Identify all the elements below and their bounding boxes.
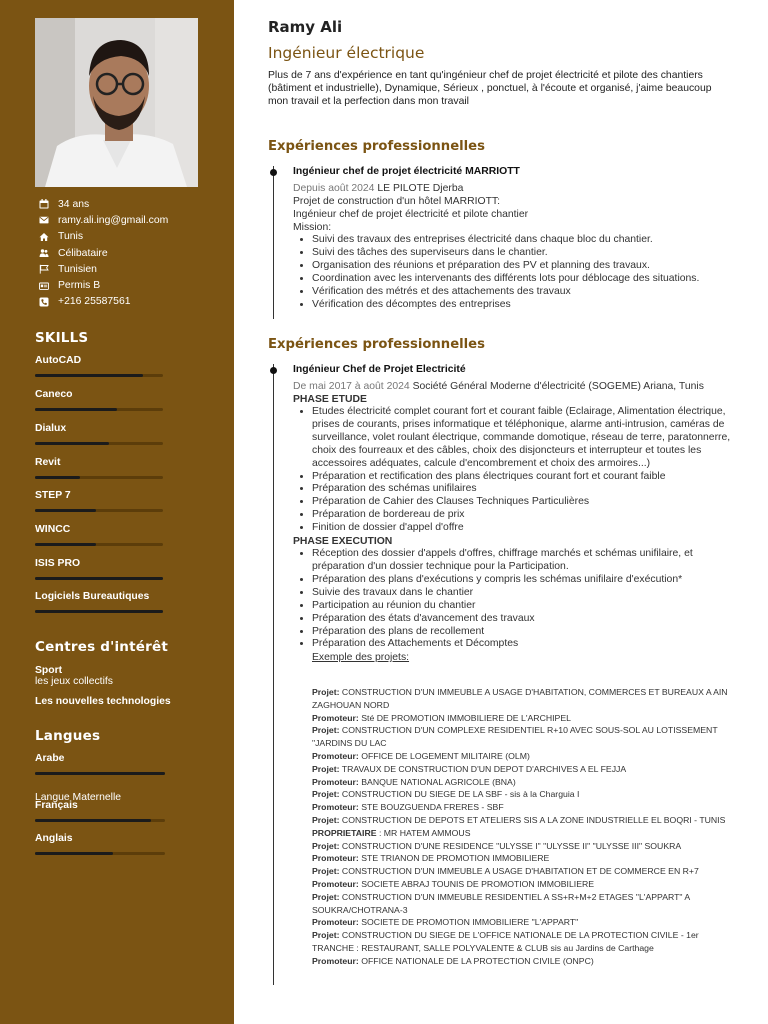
contact-license [39, 277, 168, 293]
skill-bar-fill [35, 543, 96, 546]
experience-line: Ingénieur chef de projet électricité et pilote chantier [293, 209, 529, 220]
project-row: Promoteur: Sté DE PROMOTION IMMOBILIERE DE L'ARCHIPEL [312, 712, 571, 723]
contact-age-text: 34 ans [58, 198, 90, 210]
list-item: • Suivi des tâches des superviseurs dans le chantier. [312, 247, 738, 260]
list-item: • Suivi des travaux des entreprises électricité dans chaque bloc du chantier. [312, 234, 738, 247]
home-icon [39, 232, 49, 242]
interest-title: Sport [35, 665, 63, 676]
list-item: • Suivie des travaux dans le chantier [312, 587, 738, 600]
skill-bar-fill [35, 374, 143, 377]
project-row: Promoteur: SOCIETE DE PROMOTION IMMOBILIERE "L'APPART" [312, 917, 579, 928]
experience-entry [293, 165, 738, 311]
project-row: Projet: CONSTRUCTION D'UN IMMEUBLE RESIDENTIEL A SS+R+M+2 ETAGES "L'APPART" A SOUKRA/CHOTRANA-3 [312, 891, 690, 915]
project-row: Projet: CONSTRUCTION DU SIEGE DE LA SBF - sis à la Charguia I [312, 789, 580, 800]
language-bar-fill [35, 819, 151, 822]
skill-name: WINCC [35, 524, 71, 535]
project-row: Promoteur: BANQUE NATIONAL AGRICOLE (BNA) [312, 776, 516, 787]
project-row: Projet: CONSTRUCTION D'UNE RESIDENCE "ULYSSE I" "ULYSSE II" "ULYSSE III" SOUKRA [312, 840, 682, 851]
experience-heading: Expériences professionnelles [268, 337, 485, 352]
language-name: Arabe [35, 753, 65, 764]
project-row: Projet: CONSTRUCTION D'UN IMMEUBLE A USAGE D'HABITATION, COMMERCES ET BUREAUX A AIN ZAGHOUAN NORD [312, 687, 728, 710]
skill-bar-fill [35, 610, 163, 613]
skill-bar-fill [35, 408, 117, 411]
skill-name: Caneco [35, 389, 73, 400]
timeline-dot [270, 169, 277, 176]
experience-heading: Expériences professionnelles [268, 139, 485, 154]
skills-heading: SKILLS [35, 330, 89, 346]
users-icon [39, 248, 49, 258]
phase-title: PHASE EXECUTION [293, 536, 393, 548]
skill-name: Revit [35, 457, 61, 468]
profile-photo-image [35, 18, 198, 187]
project-row: Promoteur: STE TRIANON DE PROMOTION IMMOBILIERE [312, 853, 550, 864]
skill-bar [35, 577, 163, 580]
list-item: • Préparation des états d'avancement des travaux [312, 613, 738, 626]
interest-detail: les jeux collectifs [35, 676, 113, 687]
skill-bar [35, 476, 163, 479]
interest-item [35, 665, 113, 687]
experience-entry [293, 363, 738, 664]
skill-item [35, 423, 163, 445]
language-note: Langue Maternelle [35, 792, 122, 803]
experience-job-title: Ingénieur chef de projet électricité MARRIOTT [293, 166, 520, 177]
mission-list [312, 234, 738, 311]
contact-phone[interactable] [39, 294, 168, 310]
list-item: • Préparation des plans de recollement [312, 626, 738, 639]
interest-item [35, 696, 171, 707]
person-name: Ramy Ali [268, 18, 343, 36]
skill-bar-fill [35, 442, 109, 445]
language-item [35, 833, 165, 855]
skill-name: AutoCAD [35, 355, 82, 366]
envelope-icon [39, 215, 49, 225]
project-list [312, 686, 730, 968]
contact-status [39, 245, 168, 261]
phase-list [312, 406, 738, 535]
list-item: • Etudes électricité complet courant fort et courant faible (Eclairage, Alimentation électrique, prises de courants, prises informatique et téléphonique, alarme anti-intrusion, caméras de surveillance, volet roulant électrique, commande domotique, réseau de terre, paratonnerre, choix des fourreaux et des câbles, choix des disjoncteurs et interrupteur et toutes les accessoires adéquates, calcule d'encombrement et choix des armoires...) [312, 406, 738, 471]
contact-email[interactable] [39, 212, 168, 228]
list-item: • Préparation de bordereau de prix [312, 509, 738, 522]
list-item: • Préparation des schémas unifilaires [312, 483, 738, 496]
experience-line: Mission: [293, 222, 332, 233]
contact-email-text[interactable]: ramy.ali.ing@gmail.com [58, 214, 169, 226]
phone-icon [39, 297, 49, 307]
skill-name: Dialux [35, 423, 67, 434]
skill-bar [35, 442, 163, 445]
skill-bar [35, 408, 163, 411]
language-bar [35, 772, 165, 775]
skill-bar [35, 610, 163, 613]
project-row: Promoteur: OFFICE DE LOGEMENT MILITAIRE (OLM) [312, 750, 530, 761]
contact-nationality [39, 261, 168, 277]
phase-list [312, 548, 738, 651]
languages-heading: Langues [35, 728, 101, 744]
interest-title: Les nouvelles technologies [35, 696, 171, 707]
experience-job-title: Ingénieur Chef de Projet Electricité [293, 364, 466, 375]
contact-status-text: Célibataire [58, 247, 108, 259]
skill-name: STEP 7 [35, 490, 71, 501]
contact-age [39, 196, 168, 212]
skill-item [35, 490, 163, 512]
list-item: • Finition de dossier d'appel d'offre [312, 522, 738, 535]
skill-bar-fill [35, 476, 80, 479]
summary-text: Plus de 7 ans d'expérience en tant qu'ingénieur chef de projet électricité et pilote des chantiers (bâtiment et industrielle), Dynamique, Sérieux , ponctuel, à l'écoute et organisé, j'aime beaucoup mon travail et la perfection dans mon travail [268, 70, 712, 107]
skill-name: ISIS PRO [35, 558, 81, 569]
project-row: Projet: CONSTRUCTION DU SIEGE DE L'OFFICE NATIONALE DE LA PROTECTION CIVILE - 1er TRANCHE : RESTAURANT, SALLE POLYVALENTE & CLUB sis au Jardins de Carthage [312, 930, 699, 953]
project-row: Projet: CONSTRUCTION D'UN IMMEUBLE A USAGE D'HABITATION ET DE COMMERCE EN R+7 [312, 866, 699, 877]
skill-item [35, 457, 163, 479]
experience-meta [293, 182, 738, 195]
language-bar-fill [35, 772, 165, 775]
project-row: Promoteur: SOCIETE ABRAJ TOUNIS DE PROMOTION IMMOBILIERE [312, 878, 595, 889]
profile-photo [35, 18, 198, 187]
skill-name: Logiciels Bureautiques [35, 591, 150, 602]
list-item: • Préparation et rectification des plans électriques courant fort et courant faible [312, 471, 738, 484]
skill-bar-fill [35, 577, 163, 580]
interests-heading: Centres d'intérêt [35, 639, 168, 655]
list-item: • Réception des dossier d'appels d'offres, chiffrage marchés et schémas unifilaire, et préparation d'un dossier technique pour la Participation. [312, 548, 738, 574]
projects-label: Exemple des projets: [312, 652, 410, 664]
contact-city-text: Tunis [58, 231, 84, 243]
language-name: Français [35, 800, 78, 811]
flag-icon [39, 264, 49, 274]
skill-bar [35, 374, 163, 377]
project-row: Projet: TRAVAUX DE CONSTRUCTION D'UN DEPOT D'ARCHIVES A EL FEJJA [312, 763, 627, 774]
skill-item [35, 558, 163, 580]
contact-list [39, 196, 168, 310]
job-title: Ingénieur électrique [268, 44, 425, 62]
contact-license-text: Permis B [58, 280, 101, 292]
language-item [35, 800, 165, 822]
list-item: • Préparation des plans d'exécutions y compris les schémas unifilaire d'exécution* [312, 574, 738, 587]
skill-bar-fill [35, 509, 96, 512]
list-item: • Organisation des réunions et préparation des PV et planning des travaux. [312, 260, 738, 273]
list-item: • Vérification des décomptes des entreprises [312, 299, 738, 312]
id-card-icon [39, 281, 49, 291]
project-row: Projet: CONSTRUCTION D'UN COMPLEXE RESIDENTIEL R+10 AVEC SOUS-SOL AU LOTISSEMENT "JARDINS DU LAC [312, 725, 718, 749]
sidebar [0, 0, 234, 1024]
language-bar-fill [35, 852, 113, 855]
experience-company: Société Général Moderne d'électricité (SOGEME) Ariana, Tunis [412, 381, 704, 392]
timeline-dot [270, 367, 277, 374]
timeline-line [273, 166, 274, 319]
skill-bar [35, 509, 163, 512]
list-item: • Préparation des Attachements et Décomptes [312, 638, 738, 651]
contact-city [39, 229, 168, 245]
language-bar [35, 819, 165, 822]
project-row: PROPRIETAIRE : MR HATEM AMMOUS [312, 827, 471, 838]
project-row: Promoteur: OFFICE NATIONALE DE LA PROTECTION CIVILE (ONPC) [312, 955, 594, 966]
language-bar [35, 852, 165, 855]
skill-item [35, 591, 163, 613]
list-item: • Coordination avec les intervenants des différents lots pour déblocage des situations. [312, 273, 738, 286]
experience-date: De mai 2017 à août 2024 [293, 381, 410, 392]
project-row: Projet: CONSTRUCTION DE DEPOTS ET ATELIERS SIS A LA ZONE INDUSTRIELLE EL BOQRI - TUNIS [312, 814, 726, 825]
language-name: Anglais [35, 833, 73, 844]
contact-phone-text[interactable]: +216 25587561 [58, 296, 131, 308]
language-item [35, 753, 165, 806]
skill-item [35, 355, 163, 377]
contact-nationality-text: Tunisien [58, 263, 97, 275]
project-row: Promoteur: STE BOUZGUENDA FRERES - SBF [312, 802, 504, 813]
experience-line: Projet de construction d'un hôtel MARRIOTT: [293, 196, 500, 207]
skill-bar [35, 543, 163, 546]
skill-item [35, 389, 163, 411]
list-item: • Préparation de Cahier des Clauses Techniques Particulières [312, 496, 738, 509]
experience-meta [293, 380, 738, 393]
experience-date: Depuis août 2024 [293, 183, 375, 194]
skill-item [35, 524, 163, 546]
list-item: • Vérification des métrés et des attachements des travaux [312, 286, 738, 299]
list-item: • Participation au réunion du chantier [312, 600, 738, 613]
timeline-line [273, 364, 274, 985]
calendar-icon [39, 199, 49, 209]
experience-company: LE PILOTE Djerba [377, 183, 464, 194]
phase-title: PHASE ETUDE [293, 394, 367, 405]
